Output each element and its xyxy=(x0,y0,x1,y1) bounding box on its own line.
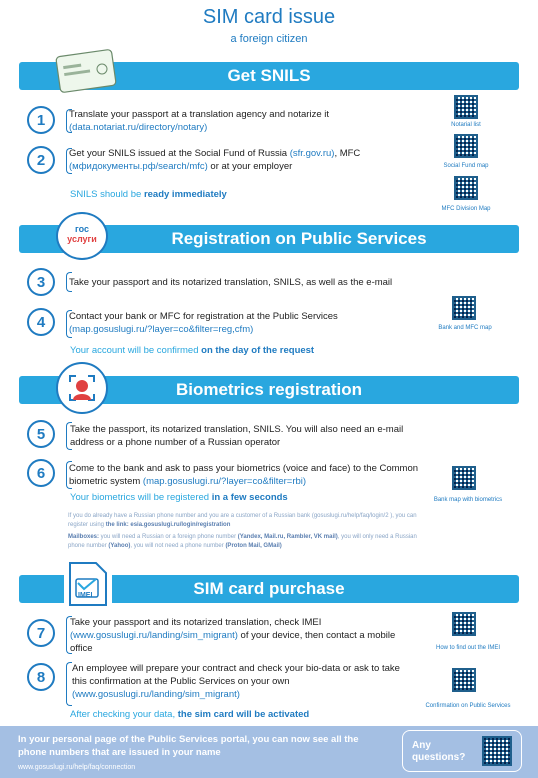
step-4-badge: 4 xyxy=(27,308,55,336)
registration-map-link[interactable]: (map.gosuslugi.ru/?layer=co&filter=reg,cfm) xyxy=(69,324,254,335)
sim-migrant-link-2[interactable]: (www.gosuslugi.ru/landing/sim_migrant) xyxy=(72,689,240,700)
qr-code-biometrics[interactable] xyxy=(452,466,476,490)
sim-card-icon xyxy=(64,559,112,609)
section-title: Get SNILS xyxy=(227,66,311,85)
qr-label: Social Fund map xyxy=(443,163,489,169)
step-5-text: Take the passport, its notarized translation, SNILS. You will also need an e-mail address or a phone number of a Russian operator xyxy=(70,424,404,448)
step-3-text: Take your passport and its notarized translation, SNILS, as well as the e-mail xyxy=(69,277,393,288)
registration-note: Your account will be confirmed on the day of the request xyxy=(70,345,315,356)
step-4-text: Contact your bank or MFC for registration at the Public Services (map.gosuslugi.ru/?layer=co&filter=reg,cfm) xyxy=(69,311,338,335)
page-subtitle: a foreign citizen xyxy=(230,33,308,45)
imei-label: IMEI xyxy=(78,592,93,599)
gosuslugi-logo: гос услуги xyxy=(56,212,108,260)
page-title: SIM card issue xyxy=(202,6,336,28)
step-7-badge: 7 xyxy=(27,619,55,647)
section-title: Biometrics registration xyxy=(175,380,363,399)
qr-code-imei[interactable] xyxy=(452,612,476,636)
sim-note: After checking your data, the sim card will be activated xyxy=(70,709,310,720)
section-title: Registration on Public Services xyxy=(171,229,427,248)
biometrics-footnote-2: Mailboxes: you will need a Russian or a foreign phone number (Yandex, Mail.ru, Rambler, VK mail), you will only need a Russian phone number (Yahoo), you will not need a phone number (Proton Mail, GMail) xyxy=(68,534,417,549)
biometrics-note: Your biometrics will be registered in a few seconds xyxy=(70,492,288,503)
qr-label: Notarial list xyxy=(451,122,481,128)
qr-label: Bank and MFC map xyxy=(438,325,492,331)
snils-note: SNILS should be ready immediately xyxy=(70,189,227,200)
footer-text: In your personal page of the Public Services portal, you can now see all the phone numbers that are issued in your name xyxy=(18,734,359,758)
mfc-link[interactable]: (мфидокументы.рф/search/mfc) xyxy=(69,161,208,172)
section-title: SIM card purchase xyxy=(193,579,345,598)
sfr-link[interactable]: (sfr.gov.ru) xyxy=(289,148,335,159)
qr-label: Confirmation on Public Services xyxy=(425,703,511,709)
step-2-badge: 2 xyxy=(27,146,55,174)
qr-code-questions[interactable] xyxy=(482,736,512,766)
step-6-badge: 6 xyxy=(27,459,55,487)
qr-code-social-fund[interactable] xyxy=(454,134,478,158)
footer-link[interactable]: www.gosuslugi.ru/help/faq/connection xyxy=(18,764,136,771)
biometrics-footnote-1: If you do already have a Russian phone number and you are a customer of a Russian bank (gosuslugi.ru/help/faq/login/2 ), you can register using the link: esia.gosuslugi.ru/login/registration xyxy=(68,513,417,528)
questions-label: Any questions? xyxy=(412,740,466,763)
face-scan-icon xyxy=(56,362,108,414)
step-8-badge: 8 xyxy=(27,663,55,691)
biometrics-map-link[interactable]: (map.gosuslugi.ru/?layer=co&filter=rbi) xyxy=(142,476,307,487)
qr-label: MFC Division Map xyxy=(441,206,491,212)
qr-code-confirmation[interactable] xyxy=(452,668,476,692)
qr-code-mfc[interactable] xyxy=(454,176,478,200)
qr-label: Bank map with biometrics xyxy=(433,497,503,503)
qr-code-notarial[interactable] xyxy=(454,95,478,119)
step-8-text: An employee will prepare your contract and check your bio-data or ask to take this confirmation at the Public Services on your own (www.gosuslugi.ru/landing/sim_migrant) xyxy=(72,663,400,700)
step-1-text: Translate your passport at a translation agency and notarize it (data.notariat.ru/directory/notary) xyxy=(69,109,329,133)
step-2-text: Get your SNILS issued at the Social Fund of Russia (sfr.gov.ru), MFC (мфидокументы.рф/search/mfc) or at your employer xyxy=(69,148,361,172)
qr-code-bank-mfc[interactable] xyxy=(452,296,476,320)
sim-migrant-link[interactable]: (www.gosuslugi.ru/landing/sim_migrant) xyxy=(70,630,238,641)
notary-link[interactable]: (data.notariat.ru/directory/notary) xyxy=(69,122,208,133)
step-3-badge: 3 xyxy=(27,268,55,296)
step-6-text: Come to the bank and ask to pass your biometrics (voice and face) to the Common biometric system (map.gosuslugi.ru/?layer=co&filter=rbi) xyxy=(69,463,419,487)
qr-label: How to find out the IMEI xyxy=(435,645,501,651)
snils-card-icon xyxy=(54,47,118,97)
step-5-badge: 5 xyxy=(27,420,55,448)
step-1-badge: 1 xyxy=(27,106,55,134)
step-7-text: Take your passport and its notarized translation, check IMEI (www.gosuslugi.ru/landing/sim_migrant) of your device, then contact a mobile office xyxy=(70,617,396,654)
